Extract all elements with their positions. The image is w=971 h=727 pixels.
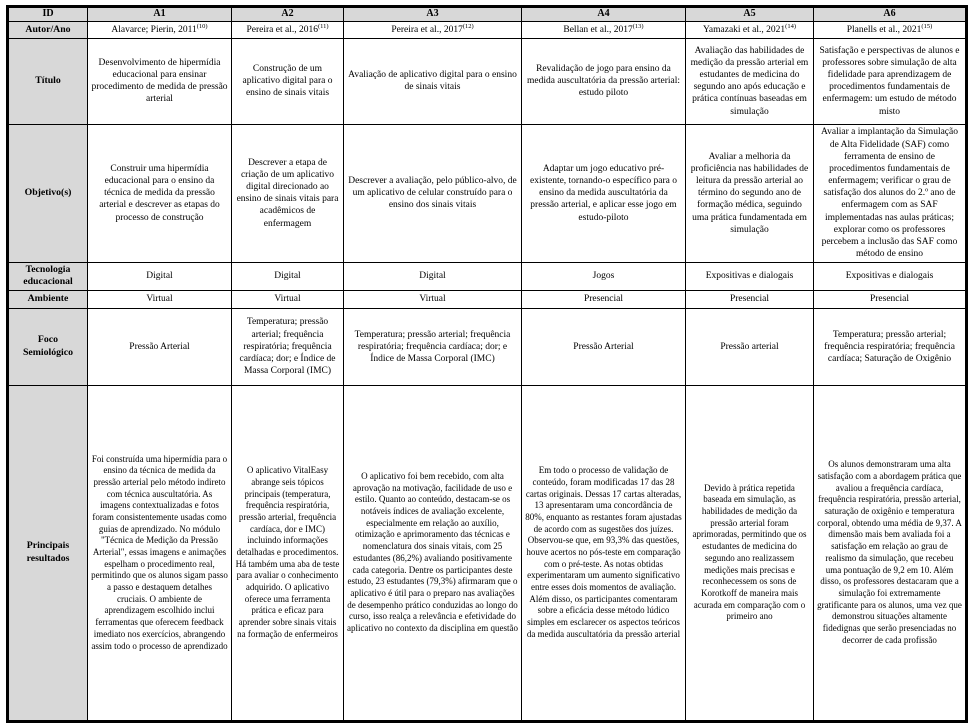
tecnologia-a5: Expositivas e dialogais — [686, 262, 814, 290]
tecnologia-a1: Digital — [88, 262, 232, 290]
tecnologia-a6: Expositivas e dialogais — [814, 262, 967, 290]
tecnologia-a4: Jogos — [522, 262, 686, 290]
row-label-titulo: Título — [8, 38, 88, 124]
autor-a1 — [88, 21, 232, 38]
header-a1: A1 — [88, 7, 232, 22]
autor-a5 — [686, 21, 814, 38]
literature-review-table — [6, 5, 968, 723]
tecnologia-a3: Digital — [344, 262, 522, 290]
citation-ref: (15) — [921, 22, 933, 30]
row-titulo — [8, 38, 967, 124]
ambiente-a1: Virtual — [88, 290, 232, 308]
ambiente-a3: Virtual — [344, 290, 522, 308]
row-principais-resultados — [8, 385, 967, 721]
citation-ref: (10) — [196, 22, 208, 30]
citation-ref: (14) — [785, 22, 796, 30]
autor-text: Bellan et al., 2017 — [563, 24, 633, 35]
row-ambiente — [8, 290, 967, 308]
citation-ref: (11) — [317, 22, 329, 30]
autor-a3 — [344, 21, 522, 38]
titulo-a3: Avaliação de aplicativo digital para o ensino de sinais vitais — [344, 38, 522, 124]
ambiente-a2: Virtual — [232, 290, 344, 308]
row-label-foco: Foco Semiológico — [8, 308, 88, 385]
titulo-a1: Desenvolvimento de hipermídia educacional para ensinar procedimento de medida de pressão arterial — [88, 38, 232, 124]
objetivo-a2: Descrever a etapa de criação de um aplicativo digital direcionado ao ensino de sinais vitais para acadêmicos de enfermagem — [232, 124, 344, 262]
ambiente-a4: Presencial — [522, 290, 686, 308]
row-label-resultados: Principais resultados — [8, 385, 88, 721]
ambiente-a6: Presencial — [814, 290, 967, 308]
header-id: ID — [8, 7, 88, 22]
header-a2: A2 — [232, 7, 344, 22]
objetivo-a6: Avaliar a implantação da Simulação de Alta Fidelidade (SAF) como ferramenta de ensino de procedimentos fundamentais de enfermagem; verificar o grau de satisfação dos alunos do 2.º ano de enfermagem com as SAF implementadas nas aulas práticas; explorar como os professores percebem a inclusão das SAF como método de ensino — [814, 124, 967, 262]
titulo-a2: Construção de um aplicativo digital para o ensino de sinais vitais — [232, 38, 344, 124]
tecnologia-a2: Digital — [232, 262, 344, 290]
row-foco-semiologico — [8, 308, 967, 385]
row-label-objetivo: Objetivo(s) — [8, 124, 88, 262]
foco-a6: Temperatura; pressão arterial; frequência respiratória; frequência cardíaca; Saturação de Oxigênio — [814, 308, 967, 385]
autor-text: Planells et al., 2021 — [846, 24, 922, 35]
row-tecnologia — [8, 262, 967, 290]
titulo-a5: Avaliação das habilidades de medição da pressão arterial em estudantes de medicina do segundo ano após educação e prática contínuas baseadas em simulação — [686, 38, 814, 124]
resultados-a1: Foi construída uma hipermídia para o ensino da técnica de medida da pressão arterial pelo método indireto com técnica auscultatória. As imagens contextualizadas e fotos foram consistentemente usadas como guias de aprendizado. No módulo "Técnica de Medição da Pressão Arterial", essas imagens e animações espelham o procedimento real, permitindo que os alunos sigam passo a passo e destaquem detalhes cruciais. O ambiente de aprendizagem escolhido inclui ferramentas que oferecem feedback imediato nos exercícios, abrangendo assim todo o processo de aprendizado — [88, 385, 232, 721]
autor-a4 — [522, 21, 686, 38]
table-header-row — [8, 7, 967, 22]
header-a5: A5 — [686, 7, 814, 22]
resultados-a2: O aplicativo VitalEasy abrange seis tópicos principais (temperatura, frequência respiratória, pressão arterial, frequência cardíaca, dor e IMC) incluindo informações detalhadas e procedimentos. Há também uma aba de teste para avaliar o conhecimento adquirido. O aplicativo oferece uma ferramenta prática e eficaz para aprender sobre sinais vitais na formação de enfermeiros — [232, 385, 344, 721]
autor-a2 — [232, 21, 344, 38]
foco-a2: Temperatura; pressão arterial; frequência respiratória; frequência cardíaca; dor; e Índice de Massa Corporal (IMC) — [232, 308, 344, 385]
header-a3: A3 — [344, 7, 522, 22]
resultados-a5: Devido à prática repetida baseada em simulação, as habilidades de medição da pressão arterial foram aprimoradas, permitindo que os estudantes de medicina do segundo ano realizassem medições mais precisas e reconhecessem os sons de Korotkoff de maneira mais acurada em comparação com o primeiro ano — [686, 385, 814, 721]
row-objetivo — [8, 124, 967, 262]
header-a4: A4 — [522, 7, 686, 22]
citation-ref: (12) — [462, 22, 474, 30]
objetivo-a5: Avaliar a melhoria da proficiência nas habilidades de leitura da pressão arterial ao término do segundo ano de formação médica, seguindo uma prática fundamentada em simulação — [686, 124, 814, 262]
citation-ref: (13) — [632, 22, 644, 30]
row-label-autor: Autor/Ano — [8, 21, 88, 38]
autor-text: Pereira et al., 2016 — [246, 24, 318, 35]
titulo-a4: Revalidação de jogo para ensino da medida auscultatória da pressão arterial: estudo piloto — [522, 38, 686, 124]
foco-a5: Pressão arterial — [686, 308, 814, 385]
resultados-a3: O aplicativo foi bem recebido, com alta aprovação na motivação, facilidade de uso e estilo. Quanto ao conteúdo, destacam-se os notáveis índices de avaliação excelente, especialmente em relação ao auxílio, otimização e aprimoramento das técnicas e nomenclatura dos sinais vitais, com 25 estudantes (86,2%) avaliando positivamente cada categoria. Dentre os participantes deste estudo, 23 estudantes (79,3%) afirmaram que o aplicativo é útil para o preparo nas avaliações de desempenho prático conduzidas ao longo do curso, isso realça a relevância e efetividade do aplicativo no contexto da disciplina em questão — [344, 385, 522, 721]
titulo-a6: Satisfação e perspectivas de alunos e professores sobre simulação de alta fidelidade para aprendizagem de procedimentos fundamentais de enfermagem: um estudo de método misto — [814, 38, 967, 124]
objetivo-a3: Descrever a avaliação, pelo público-alvo, de um aplicativo de celular construído para o ensino dos sinais vitais — [344, 124, 522, 262]
foco-a3: Temperatura; pressão arterial; frequência respiratória; frequência cardíaca; dor; e Índice de Massa Corporal (IMC) — [344, 308, 522, 385]
row-label-ambiente: Ambiente — [8, 290, 88, 308]
autor-a6 — [814, 21, 967, 38]
autor-text: Alavarce; Pierin, 2011 — [111, 24, 197, 35]
autor-text: Yamazaki et al., 2021 — [703, 24, 786, 35]
row-autor-ano — [8, 21, 967, 38]
foco-a1: Pressão Arterial — [88, 308, 232, 385]
foco-a4: Pressão Arterial — [522, 308, 686, 385]
row-label-tecnologia: Tecnologia educacional — [8, 262, 88, 290]
objetivo-a4: Adaptar um jogo educativo pré-existente, tornando-o específico para o ensino da medida auscultatória da pressão arterial, e aplicar esse jogo em estudo-piloto — [522, 124, 686, 262]
header-a6: A6 — [814, 7, 967, 22]
autor-text: Pereira et al., 2017 — [391, 24, 463, 35]
objetivo-a1: Construir uma hipermídia educacional para o ensino da técnica de medida da pressão arterial e descrever as etapas do processo de construção — [88, 124, 232, 262]
ambiente-a5: Presencial — [686, 290, 814, 308]
resultados-a6: Os alunos demonstraram uma alta satisfação com a abordagem prática que avaliou a frequência cardíaca, frequência respiratória, pressão arterial, saturação de oxigênio e temperatura corporal, obtendo uma média de 9,37. A dimensão mais bem avaliada foi a satisfação em relação ao grau de realismo da simulação, que recebeu uma pontuação de 9,2 em 10. Além disso, os professores destacaram que a simulação foi extremamente gratificante para os alunos, uma vez que demonstrou situações altamente fidedignas que serão presenciadas no decorrer de cada profissão — [814, 385, 967, 721]
resultados-a4: Em todo o processo de validação de conteúdo, foram modificadas 17 das 28 cartas originais. Dessas 17 cartas alteradas, 13 apresentaram uma concordância de 80%, enquanto as restantes foram ajustadas de acordo com as sugestões dos juízes. Observou-se que, em 93,3% das questões, houve acertos no pós-teste em comparação com o pré-teste. As notas obtidas experimentaram um aumento significativo entre esses dois momentos de avaliação. Além disso, os participantes comentaram sobre a eficácia desse método lúdico simples em esclarecer os aspectos teóricos da medida auscultatória da pressão arterial — [522, 385, 686, 721]
